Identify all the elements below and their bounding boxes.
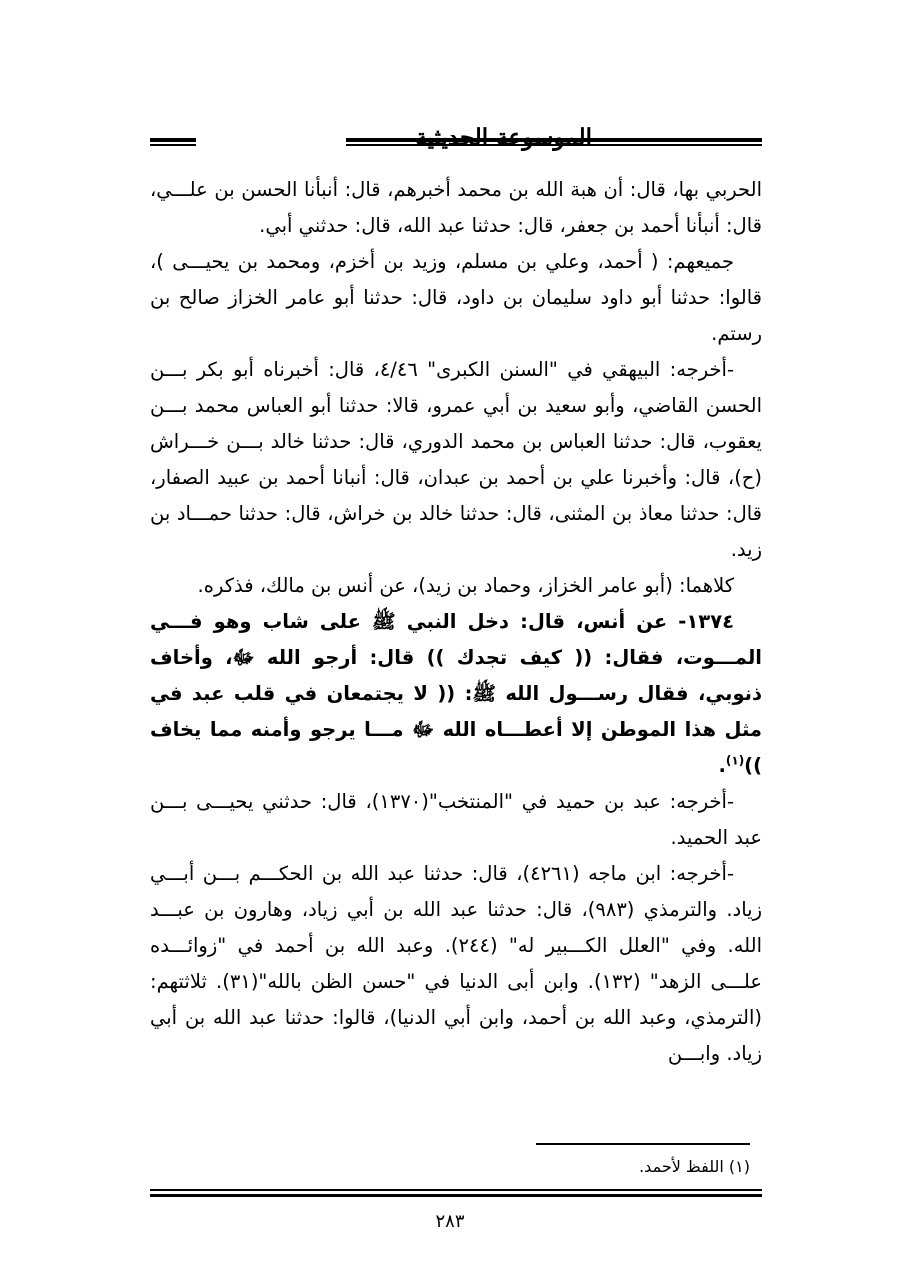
header-rule-short-thick xyxy=(150,138,196,142)
paragraph: جميعهم: ( أحمد، وعلي بن مسلم، وزيد بن أخزم، ومحمد بن يحيـــى )، قالوا: حدثنا أبو داود سليمان بن داود، قال: حدثنا أبو عامر الخزاز صالح بن رستم. xyxy=(150,250,762,345)
hadith-text: ١٣٧٤- عن أنس، قال: دخل النبي ﷺ على شاب وهو فـــي المـــوت، فقال: (( كيف تجدك )) قال: أرجو الله ﷻ، وأخاف ذنوبي، فقال رســـول الله ﷺ: (( لا يجتمعان في قلب عبد في مثل هذا الموطن إلا أعطـــاه الله ﷻ مـــا يرجو وأمنه مما يخاف )) xyxy=(150,610,762,777)
footer-rule-thick xyxy=(150,1194,762,1197)
footnote-marker: (١) xyxy=(725,753,745,768)
header-title: الموسوعة الحديثية xyxy=(415,124,592,151)
paragraph: كلاهما: (أبو عامر الخزاز، وحماد بن زيد)، عن أنس بن مالك، فذكره. xyxy=(197,574,734,597)
hadith-paragraph xyxy=(150,604,762,784)
hadith-end: . xyxy=(718,754,726,777)
paragraph: -أخرجه: ابن ماجه (٤٢٦١)، قال: حدثنا عبد الله بن الحكـــم بـــن أبـــي زياد. والترمذي (٩٨٣)، قال: حدثنا عبد الله بن أبي زياد، وهارون بن عبـــد الله. وفي "العلل الكـــبير له" (٢٤٤). وعبد الله بن أحمد في "زوائـــده علـــى الزهد" (١٣٢). وابن أبى الدنيا في "حسن الظن بالله"(٣١). ثلاثتهم: (الترمذي، وعبد الله بن أحمد، وابن أبي الدنيا)، قالوا: حدثنا عبد الله بن أبي زياد. وابـــن xyxy=(150,862,762,1065)
footnote-separator xyxy=(536,1143,750,1145)
header-rule-short-thin xyxy=(150,144,196,146)
main-text xyxy=(150,172,762,1072)
footer-rule-thin xyxy=(150,1189,762,1191)
paragraph: -أخرجه: عبد بن حميد في "المنتخب"(١٣٧٠)، قال: حدثني يحيـــى بـــن عبد الحميد. xyxy=(150,790,762,849)
paragraph: الحربي بها، قال: أن هبة الله بن محمد أخبرهم، قال: أنبأنا الحسن بن علـــي، قال: أنبأنا أحمد بن جعفر، قال: حدثنا عبد الله، قال: حدثني أبي. xyxy=(150,178,762,237)
page-number: ٢٨٣ xyxy=(435,1211,465,1232)
running-header xyxy=(150,118,762,158)
footnote: (١) اللفظ لأحمد. xyxy=(639,1157,750,1176)
paragraph: -أخرجه: البيهقي في "السنن الكبرى" ٤/٤٦، قال: أخبرناه أبو بكر بـــن الحسن القاضي، وأبو سعيد بن أبي عمرو، قالا: حدثنا أبو العباس محمد بـــن يعقوب، قال: حدثنا العباس بن محمد الدوري، قال: حدثنا خالد بـــن خـــراش (ح)، قال: وأخبرنا علي بن أحمد بن عبدان، قال: أنبانا أحمد بن عبيد الصفار، قال: حدثنا معاذ بن المثنى، قال: حدثنا خالد بن خراش، قال: حدثنا حمـــاد بن زيد. xyxy=(150,358,762,561)
